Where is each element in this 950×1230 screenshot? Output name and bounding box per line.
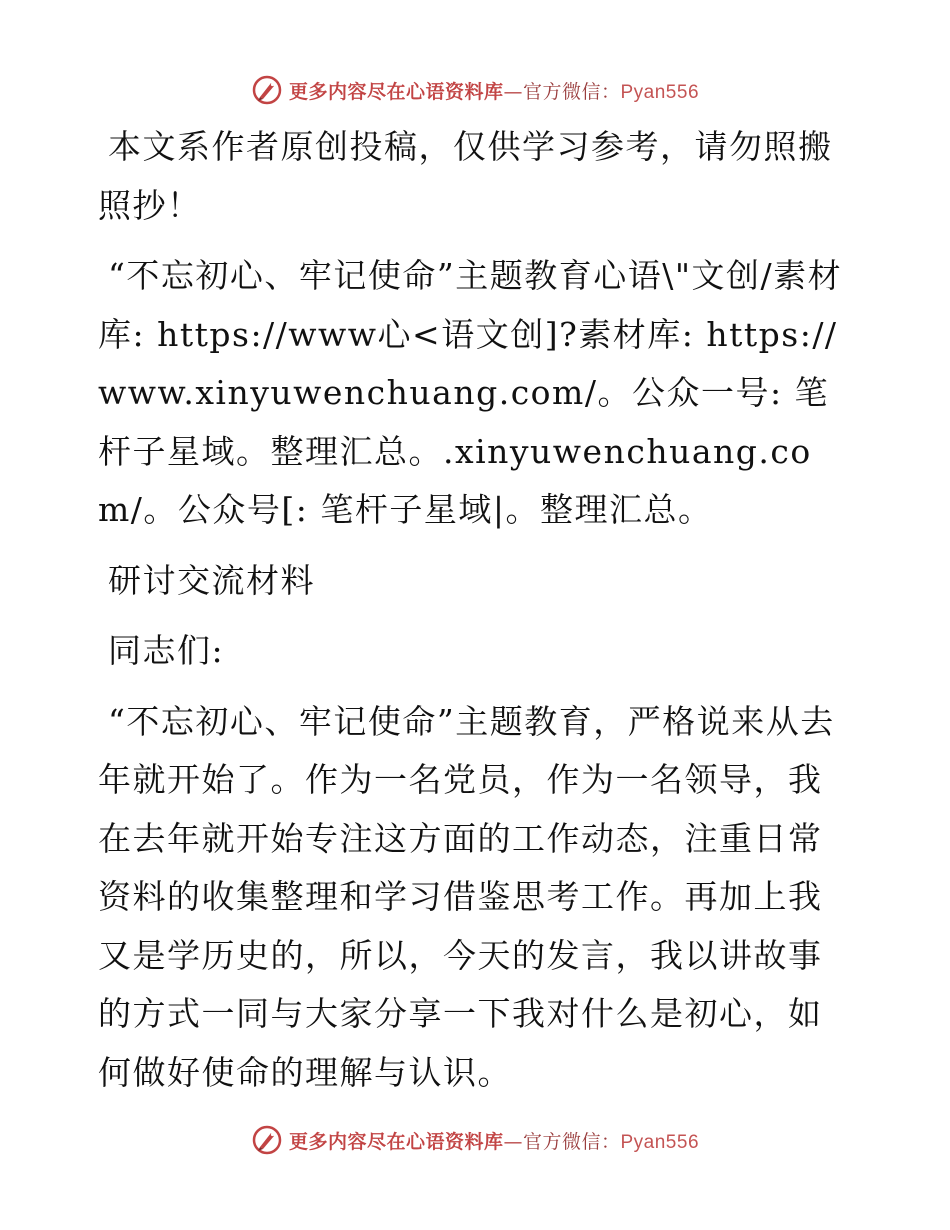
footer-banner-wechat-id: Pyan556	[620, 1131, 700, 1153]
footer-banner-dash: —	[503, 1130, 523, 1153]
banner-wechat-id: Pyan556	[620, 81, 700, 103]
header-banner	[0, 72, 950, 108]
paragraph-source-note: “不忘初心、牢记使命”主题教育心语\"文创/素材库: https://www心<语文创]?素材库: https://www.xinyuwenchuang.com/。公众一号: 笔杆子星域。整理汇总。.xinyuwenchuang.com/。公众号[: 笔杆子星域|。整理汇总。	[98, 256, 843, 529]
document-body	[98, 118, 850, 1114]
pen-quill-logo-icon	[251, 1124, 283, 1156]
paragraph-salutation: 同志们:	[108, 631, 225, 670]
footer-banner-main-text: 更多内容尽在心语资料库	[288, 1130, 504, 1153]
banner-text	[289, 77, 699, 104]
footer-banner-text	[289, 1127, 699, 1154]
paragraph-title: 研讨交流材料	[108, 560, 315, 600]
footer-banner-wechat-label: 官方微信：	[522, 1130, 621, 1153]
paragraph-body: “不忘初心、牢记使命”主题教育，严格说来从去年就开始了。作为一名党员，作为一名领导，我在去年就开始专注这方面的工作动态，注重日常资料的收集整理和学习借鉴思考工作。再加上我又是学历史的，所以，今天的发言，我以讲故事的方式一同与大家分享一下我对什么是初心，如何做好使命的理解与认识。	[98, 701, 835, 1092]
banner-wechat-label: 官方微信：	[522, 80, 621, 103]
pen-quill-logo-icon	[251, 74, 283, 106]
banner-dash: —	[503, 80, 523, 103]
paragraph-disclaimer: 本文系作者原创投稿，仅供学习参考，请勿照搬照抄！	[98, 127, 833, 225]
footer-banner	[0, 1122, 950, 1158]
banner-main-text: 更多内容尽在心语资料库	[288, 80, 504, 103]
